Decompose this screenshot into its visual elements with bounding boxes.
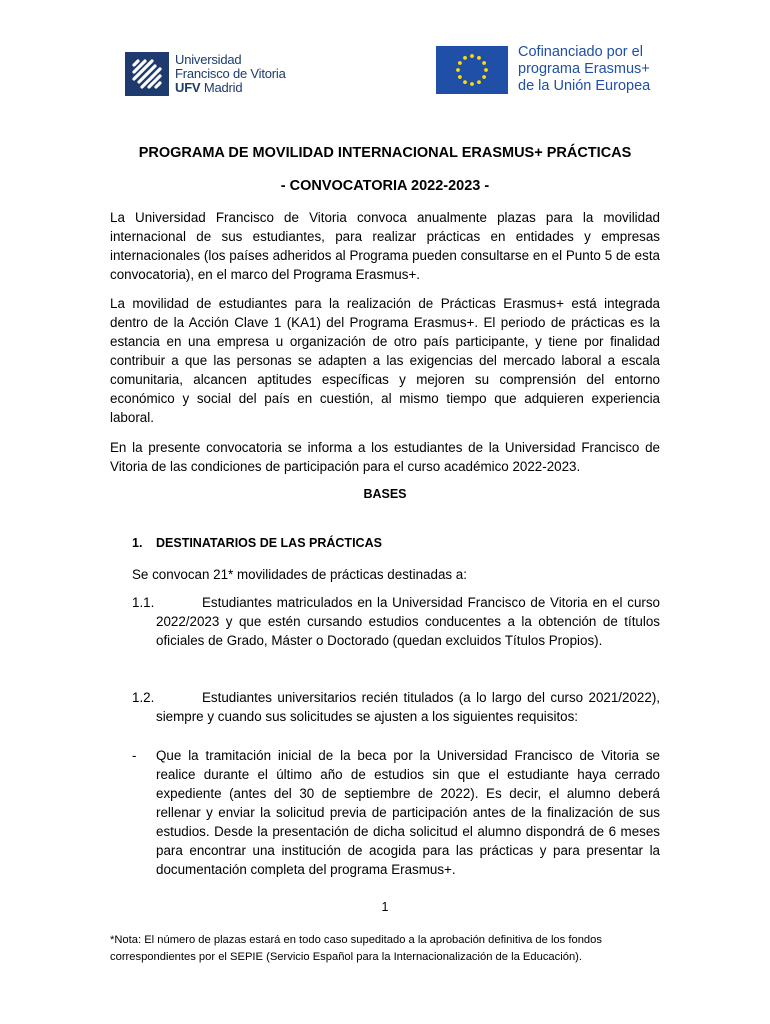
eu-logo-line3: de la Unión Europea xyxy=(518,78,651,94)
list-item-text: Estudiantes matriculados en la Universidad Francisco de Vitoria en el curso 2022/2023 y que estén cursando estudios conducentes a la obtención de títulos oficiales de Grado, Máster o Doctorado (quedan excluidos Títulos Propios). xyxy=(156,595,660,648)
section-1-title: DESTINATARIOS DE LAS PRÁCTICAS xyxy=(156,536,382,550)
intro-paragraph-2: La movilidad de estudiantes para la realización de Prácticas Erasmus+ está integrada dentro de la Acción Clave 1 (KA1) del Programa Erasmus+. El periodo de prácticas es la estancia en una empresa u organización de otro país participante, y tiene por finalidad contribuir a que las personas se adapten a las exigencias del mercado laboral a escala comunitaria, alcancen aptitudes específicas y mejoren su comprensión del entorno económico y social del país en cuestión, al mismo tiempo que adquieren experiencia laboral. xyxy=(110,296,660,425)
eu-logo-line1: Cofinanciado por el xyxy=(518,44,643,60)
eu-cofunding-logo xyxy=(436,44,650,95)
section-1-intro-text: Se convocan 21* movilidades de prácticas destinadas a: xyxy=(132,567,467,582)
page-number: 1 xyxy=(381,900,389,914)
section-1-number: 1. xyxy=(132,536,143,550)
intro-paragraph-1: La Universidad Francisco de Vitoria convoca anualmente plazas para la movilidad internacional de sus estudiantes, para realizar prácticas en entidades y empresas internacionales (los países adheridos al Programa pueden consultarse en el Punto 5 de esta convocatoria), en el marco del Programa Erasmus+. xyxy=(110,210,660,282)
list-item-1-1 xyxy=(132,593,660,650)
requirement-text: Que la tramitación inicial de la beca por la Universidad Francisco de Vitoria se realice durante el último año de estudios sin que el estudiante haya cerrado expediente (antes del 30 de septiembre de 2022). Es decir, el alumno deberá rellenar y enviar la solicitud previa de participación antes de la finalización de sus estudios. Desde la presentación de dicha solicitud el alumno dispondrá de 6 meses para encontrar una institución de acogida para las prácticas y para presentar la documentación completa del programa Erasmus+. xyxy=(156,748,660,877)
ufv-logo-line2: Francisco de Vitoria xyxy=(175,66,286,81)
ufv-logo-line1: Universidad xyxy=(175,52,242,67)
footnote: *Nota: El número de plazas estará en todo caso supeditado a la aprobación definitiva de los fondos correspondientes por el SEPIE (Servicio Español para la Internacionalización de la Educación). xyxy=(110,934,602,963)
document-subtitle: - CONVOCATORIA 2022-2023 - xyxy=(280,178,490,194)
ufv-logo xyxy=(125,52,286,96)
list-item-text: Estudiantes universitarios recién titulados (a lo largo del curso 2021/2022), siempre y cuando sus solicitudes se ajusten a los siguientes requisitos: xyxy=(156,690,660,724)
ufv-emblem-icon xyxy=(125,52,169,96)
list-item-number: 1.2. xyxy=(132,690,155,705)
eu-logo-line2: programa Erasmus+ xyxy=(518,61,650,77)
section-1-heading xyxy=(132,536,382,550)
list-item-1-2 xyxy=(132,688,660,726)
eu-flag-icon xyxy=(436,46,508,94)
requirement-dash: - xyxy=(132,748,137,763)
ufv-logo-abbrev: UFV xyxy=(175,80,201,95)
document-title: PROGRAMA DE MOVILIDAD INTERNACIONAL ERASMUS+ PRÁCTICAS xyxy=(138,145,632,161)
intro-paragraph-3: En la presente convocatoria se informa a los estudiantes de la Universidad Francisco de Vitoria de las condiciones de participación para el curso académico 2022-2023. xyxy=(110,440,660,474)
bases-heading: BASES xyxy=(363,487,407,501)
ufv-logo-city: Madrid xyxy=(203,80,243,95)
list-item-number: 1.1. xyxy=(132,595,155,610)
section-1-intro xyxy=(132,565,660,584)
requirement-item xyxy=(132,746,660,879)
